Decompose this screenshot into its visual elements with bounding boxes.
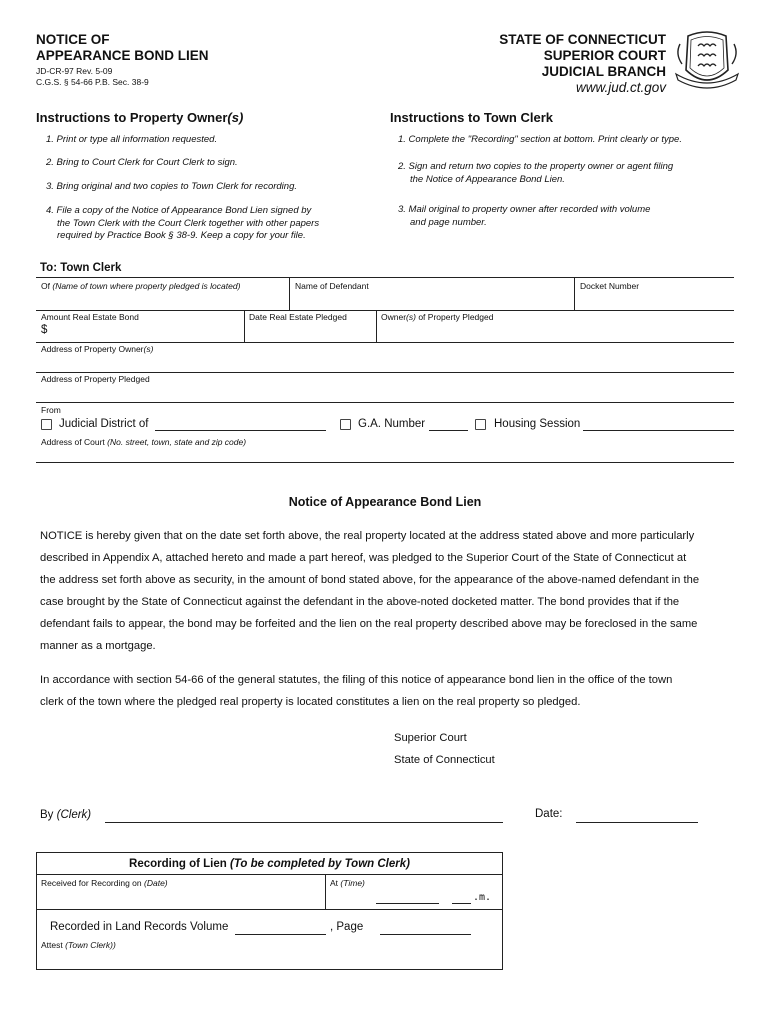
statute-line: clerk of the town where the pledged real property is located constitutes a lien on the real property so pledged.: [40, 696, 581, 708]
clerk-signature-line[interactable]: [105, 822, 503, 823]
court-name: SUPERIOR COURT: [543, 48, 666, 63]
court-address-label: Address of Court (No. street, town, state and zip code): [41, 437, 247, 447]
dollar-sign: $: [41, 324, 48, 336]
to-town-clerk-label: To: Town Clerk: [40, 262, 122, 274]
notice-line: defendant fails to appear, the bond may be forfeited and the lien on the real property described above may be foreclosed in the same: [40, 618, 698, 630]
owner-address-label: Address of Property Owner(s): [41, 344, 154, 354]
town-field[interactable]: [40, 290, 285, 308]
notice-line: case brought by the State of Connecticut against the defendant in the above-noted docketed matter. The bond provides that if the: [40, 596, 680, 608]
town-field-label: Of (Name of town where property pledged is located): [41, 281, 241, 291]
statute-line: In accordance with section 54-66 of the general statutes, the filing of this notice of appearance bond lien in the office of the town: [40, 674, 673, 686]
property-address-label: Address of Property Pledged: [41, 374, 150, 384]
page-label: , Page: [330, 921, 364, 933]
clerk-instruction-3-cont: and page number.: [410, 216, 487, 228]
date-line[interactable]: [576, 822, 698, 823]
website-link[interactable]: www.jud.ct.gov: [575, 80, 666, 95]
housing-session-line[interactable]: [583, 430, 734, 431]
page-line[interactable]: [380, 934, 471, 935]
clerk-instruction-3: 3. Mail original to property owner after recorded with volume: [398, 204, 651, 215]
property-address-field[interactable]: [40, 384, 732, 400]
volume-line[interactable]: [235, 934, 326, 935]
owner-address-field[interactable]: [40, 354, 732, 370]
notice-line: manner as a mortgage.: [40, 640, 156, 652]
state-name: STATE OF CONNECTICUT: [499, 32, 666, 47]
at-time-label: At (Time): [330, 878, 365, 888]
owner-instruction-3: 3. Bring original and two copies to Town Clerk for recording.: [46, 181, 297, 192]
recording-heading: Recording of Lien (To be completed by Town Clerk): [129, 858, 410, 870]
attest-label: Attest (Town Clerk)): [41, 940, 116, 950]
clerk-instruction-2-cont: the Notice of Appearance Bond Lien.: [410, 173, 565, 185]
ga-number-label: G.A. Number: [358, 418, 426, 430]
clerk-instruction-1: 1. Complete the "Recording" section at bottom. Print clearly or type.: [398, 134, 682, 145]
judicial-district-checkbox[interactable]: [41, 419, 52, 430]
received-label: Received for Recording on (Date): [41, 878, 168, 888]
branch-name: JUDICIAL BRANCH: [541, 64, 666, 79]
owner-instruction-2: 2. Bring to Court Clerk for Court Clerk to sign.: [46, 157, 238, 168]
state-seal-icon: [674, 30, 740, 92]
owner-instruction-4-cont2: required by Practice Book § 38-9. Keep a copy for your file.: [57, 230, 306, 241]
owner-instruction-4-cont: the Town Clerk with the Court Clerk together with other papers: [57, 217, 320, 229]
owners-field[interactable]: [380, 322, 732, 340]
judicial-district-label: Judicial District of: [59, 418, 149, 430]
court-header: [499, 32, 666, 96]
received-date-field[interactable]: [40, 888, 320, 906]
notice-paragraph: [40, 525, 730, 657]
owners-label: Owner(s) of Property Pledged: [381, 312, 494, 322]
bond-amount-label: Amount Real Estate Bond: [41, 312, 139, 322]
owner-instructions-heading: Instructions to Property Owner(s): [36, 110, 244, 125]
court-address-field[interactable]: [40, 447, 732, 461]
notice-heading: Notice of Appearance Bond Lien: [288, 495, 482, 509]
signature-court: Superior Court: [394, 732, 467, 744]
volume-label: Recorded in Land Records Volume: [50, 921, 229, 933]
signature-block: [394, 727, 495, 771]
form-statutes: C.G.S. § 54-66 P.B. Sec. 38-9: [36, 77, 149, 87]
statute-paragraph: [40, 669, 730, 713]
date-pledged-label: Date Real Estate Pledged: [249, 312, 347, 322]
defendant-field[interactable]: [293, 290, 571, 308]
form-meta: [36, 66, 149, 88]
form-title-line1: NOTICE OF: [36, 32, 110, 47]
attest-field[interactable]: [40, 950, 500, 968]
meridiem-label: .m.: [473, 892, 492, 903]
notice-line: the address set forth above as security, in the amount of bond stated above, for the appearance of the above-named defendant in the: [40, 574, 700, 586]
by-clerk-label: By (Clerk): [40, 809, 92, 821]
from-label: From: [41, 405, 61, 415]
ga-number-checkbox[interactable]: [340, 419, 351, 430]
docket-field-label: Docket Number: [580, 281, 640, 291]
notice-line: described in Appendix A, attached hereto and made a part hereof, was pledged to the Superior Court of the State of Connecticut at: [40, 552, 687, 564]
bond-amount-field[interactable]: [52, 322, 240, 340]
defendant-field-label: Name of Defendant: [295, 281, 369, 291]
ga-number-line[interactable]: [429, 430, 468, 431]
form-title: [36, 32, 209, 64]
meridiem-line[interactable]: [452, 903, 471, 904]
owner-instruction-4: 4. File a copy of the Notice of Appearance Bond Lien signed by: [46, 205, 312, 216]
form-title-line2: APPEARANCE BOND LIEN: [36, 48, 209, 63]
form-id: JD-CR-97 Rev. 5-09: [36, 66, 113, 76]
notice-line: NOTICE is hereby given that on the date set forth above, the real property located at the address stated above and more particularly: [40, 530, 695, 542]
date-label: Date:: [535, 808, 563, 820]
time-line[interactable]: [376, 903, 439, 904]
signature-state: State of Connecticut: [394, 754, 495, 766]
clerk-instructions-heading: Instructions to Town Clerk: [390, 110, 553, 125]
date-pledged-field[interactable]: [248, 322, 373, 340]
housing-session-checkbox[interactable]: [475, 419, 486, 430]
judicial-district-line[interactable]: [155, 430, 326, 431]
owner-instruction-1: 1. Print or type all information requested.: [46, 134, 218, 145]
docket-field[interactable]: [578, 290, 732, 308]
clerk-instruction-2: 2. Sign and return two copies to the property owner or agent filing: [398, 161, 674, 172]
housing-session-label: Housing Session: [494, 418, 581, 430]
